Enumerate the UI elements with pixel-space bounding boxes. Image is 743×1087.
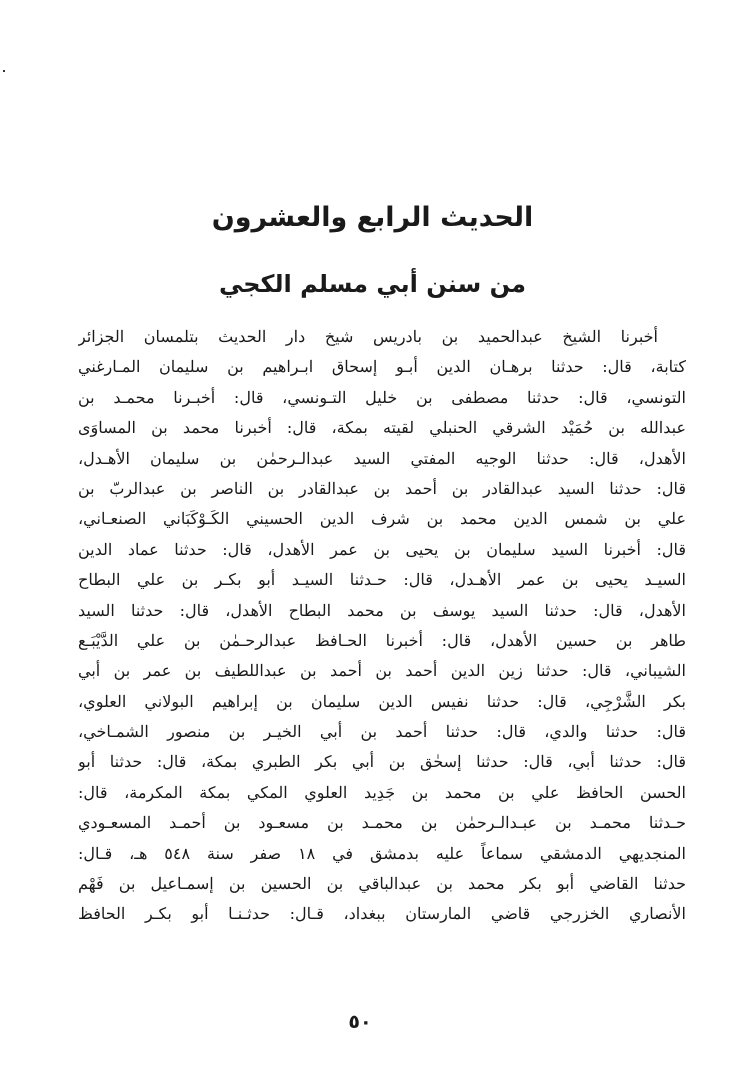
text-line: حـدثنا محمـد بن عبـدالـرحمٰن بن محمـد بن مسعـود بن أحمـد المسعـودي <box>78 813 686 833</box>
text-line: الشيباني، قال: حدثنا زين الدين أحمد بن أحمد بن عبداللطيف بن عمر بن أبي <box>78 661 686 681</box>
text-line: بكر الشَّرْجِي، قال: حدثنا نفيس الدين سليمان بن إبراهيم البولاني العلوي، <box>78 691 686 711</box>
text-line: علي بن شمس الدين محمد بن شرف الدين الحسيني الكَـوْكَبَاني الصنعـاني، <box>78 509 686 529</box>
scan-speck <box>3 70 5 72</box>
text-line: قال: حدثنا والدي، قال: حدثنا أحمد بن أبي الخيـر بن منصور الشمـاخي، <box>78 722 686 742</box>
text-line: الأنصاري الخزرجي قاضي المارستان ببغداد، قـال: حدثـنـا أبو بكـر الحافظ <box>78 904 686 924</box>
hadith-title: الحديث الرابع والعشرون <box>211 202 534 233</box>
text-line: التونسي، قال: حدثنا مصطفى بن خليل التـونسي، قال: أخبـرنا محمـد بن <box>78 387 686 407</box>
text-line: الحسن الحافظ علي بن محمد بن جَدِيد العلوي المكي بمكة المكرمة، قال: <box>78 782 686 802</box>
text-line: قال: أخبرنا السيد سليمان بن يحيى بن عمر الأهدل، قال: حدثنا عماد الدين <box>78 539 686 559</box>
text-line: قال: حدثنا السيد عبدالقادر بن أحمد بن عبدالقادر بن الناصر بن عبدالربّ بن <box>78 478 686 498</box>
text-line: الأهدل، قال: حدثنا السيد يوسف بن محمد البطاح الأهدل، قال: حدثنا السيد <box>78 600 686 620</box>
text-line: كتابة، قال: حدثنا برهـان الدين أبـو إسحاق ابـراهيم بن سليمان المـارغني <box>78 357 686 377</box>
text-line: حدثنا القاضي أبو بكر محمد بن عبدالباقي بن الحسين بن إسمـاعيل بن فَهْم <box>78 874 686 894</box>
page-number: ٥٠ <box>348 1011 372 1033</box>
text-line: السيـد يحيى بن عمر الأهـدل، قال: حـدثنا السيـد أبو بكـر بن علي البطاح <box>78 570 686 590</box>
text-line: عبدالله بن حُمَيْد الشرقي الحنبلي لقيته بمكة، قال: أخبرنا محمد بن المساوَى <box>78 418 686 438</box>
text-line: قال: حدثنا أبي، قال: حدثنا إسحٰق بن أبي بكر الطبري بمكة، قال: حدثنا أبو <box>78 752 686 772</box>
text-line: طاهر بن حسين الأهدل، قال: أخبرنا الحـافظ عبدالرحـمٰن بن علي الدَّيْبَـع <box>78 630 686 650</box>
hadith-subtitle: من سنن أبي مسلم الكجي <box>218 270 527 298</box>
text-line: الأهدل، قال: حدثنا الوجيه المفتي السيد عبدالـرحمٰن بن سليمان الأهـدل، <box>78 448 686 468</box>
text-line: أخبرنا الشيخ عبدالحميد بن بادريس شيخ دار الحديث بتلمسان الجزائر <box>78 327 658 346</box>
hadith-text <box>78 322 686 930</box>
text-line: المنجديهي الدمشقي سماعاً عليه بدمشق في ١٨ صفر سنة ٥٤٨ هـ، قـال: <box>78 843 686 863</box>
